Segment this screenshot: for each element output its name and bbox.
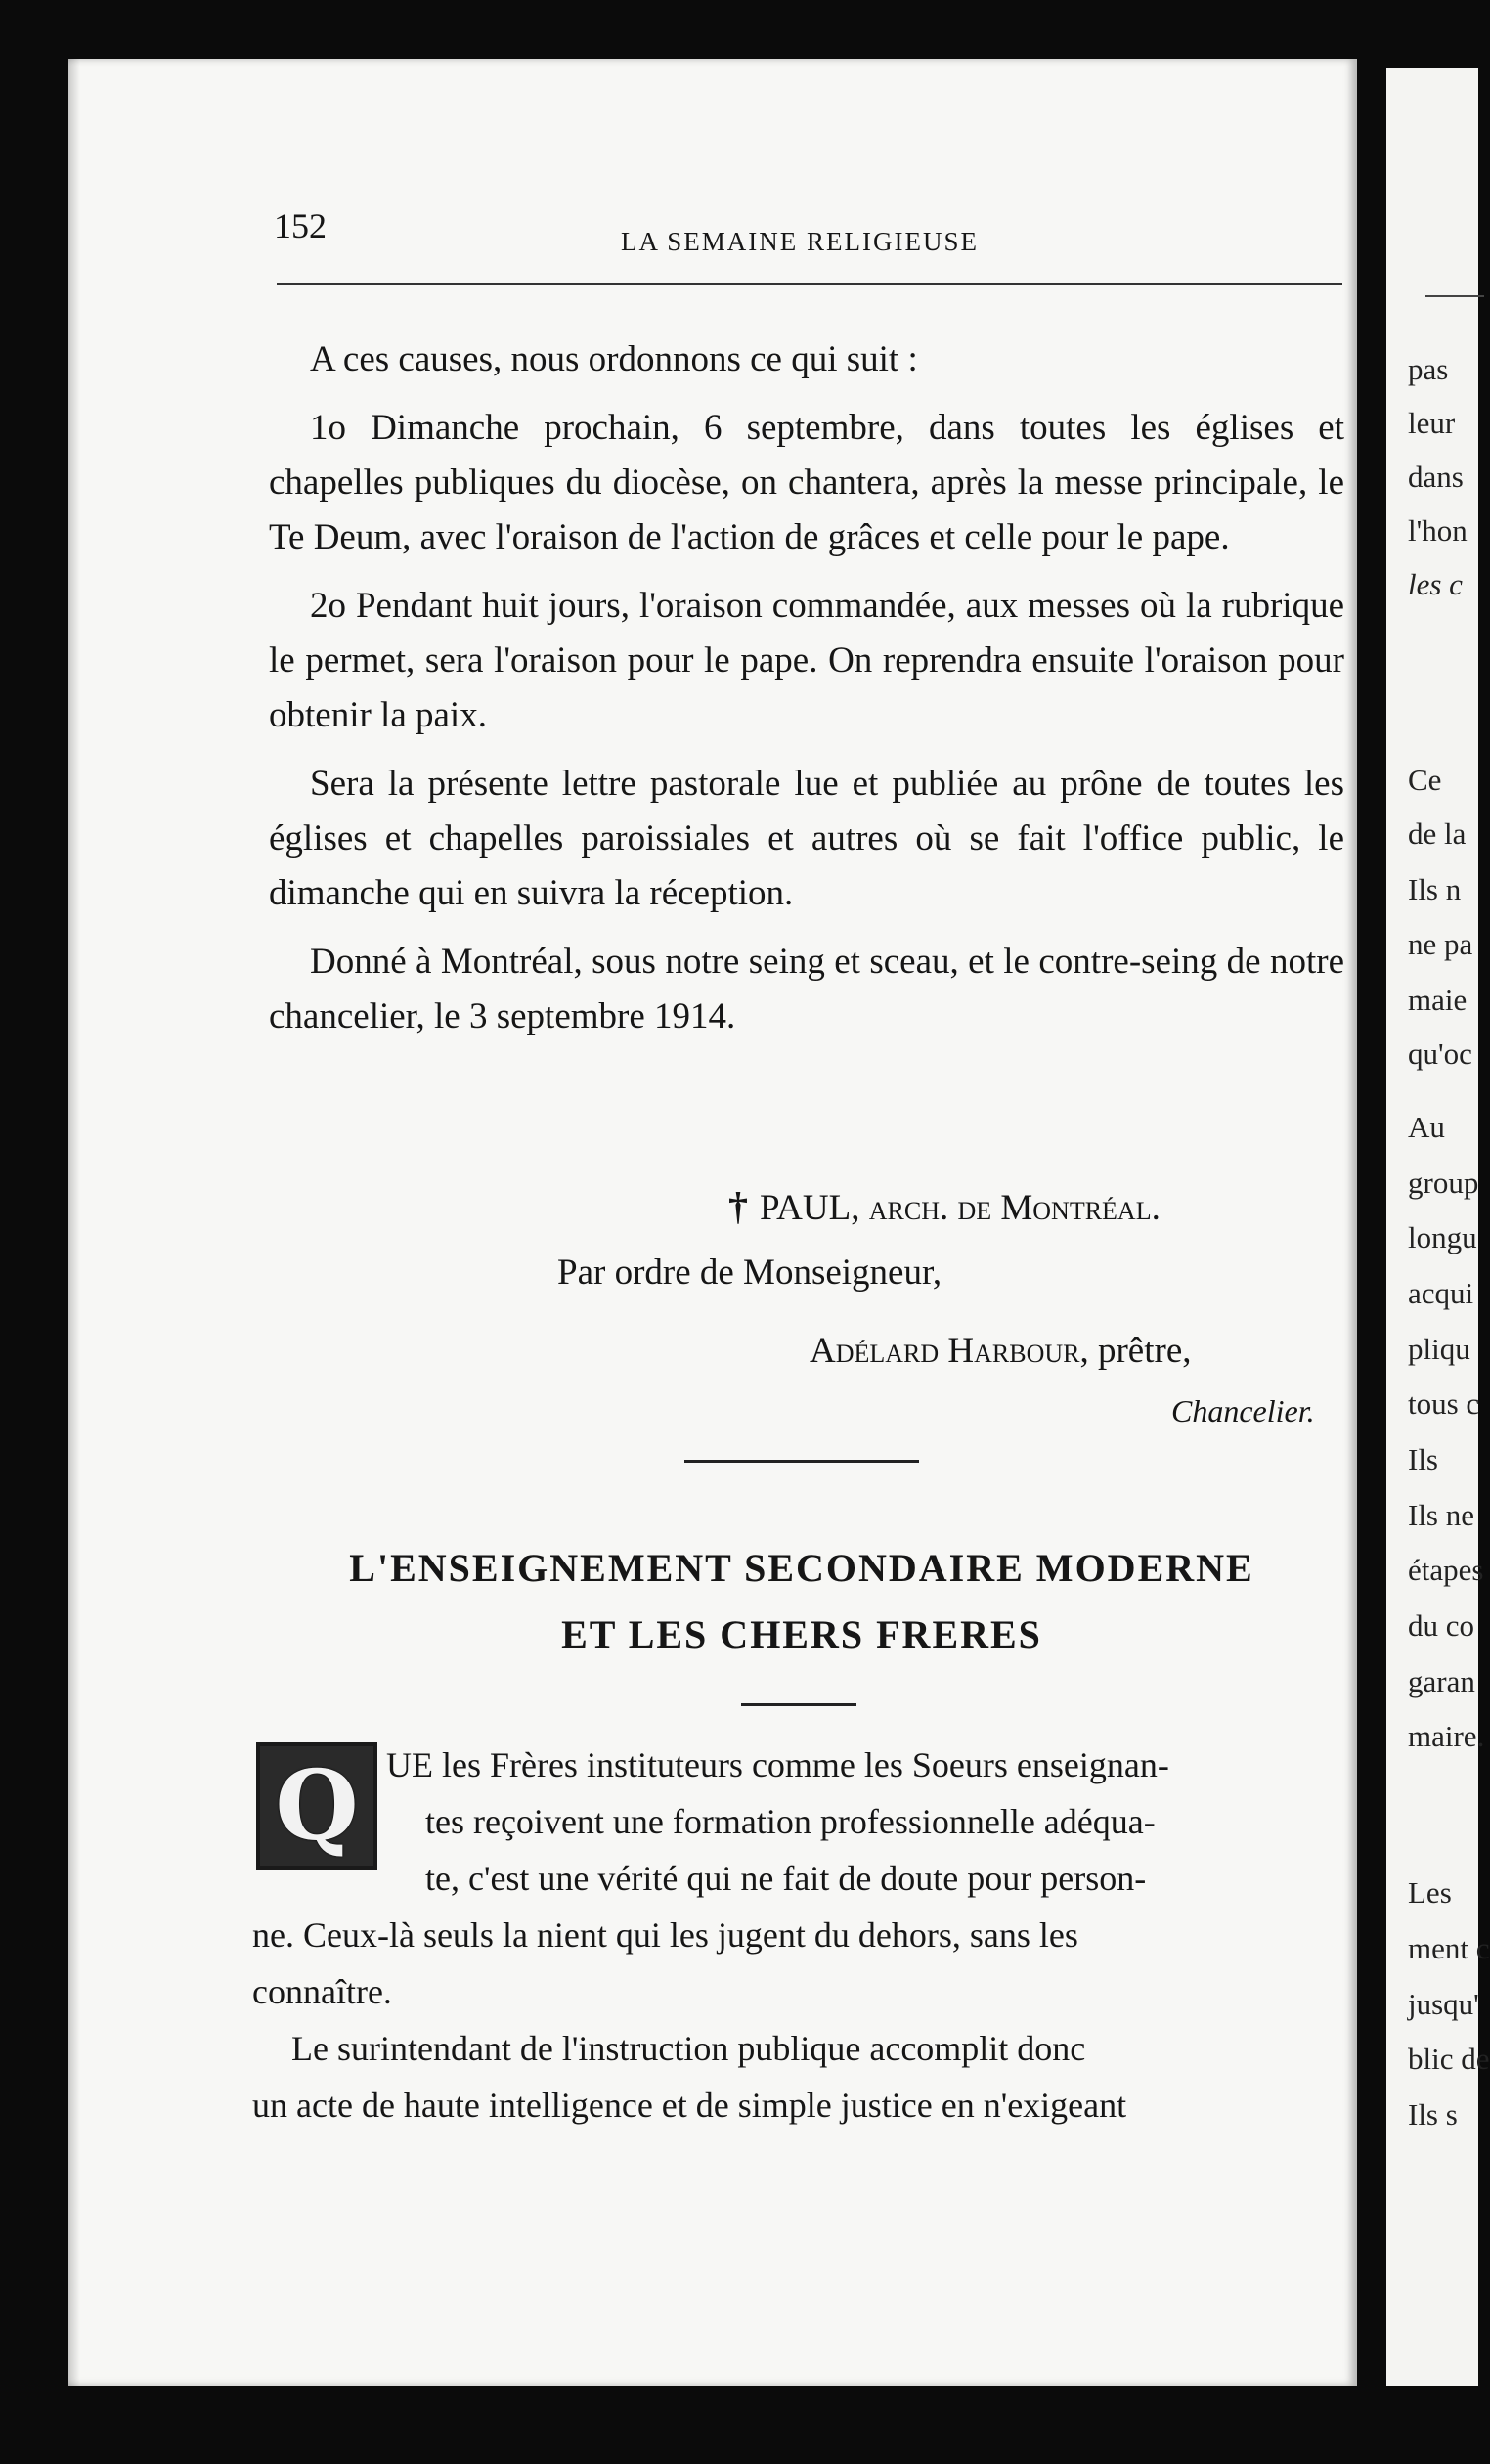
chancellor-title: Chancelier. <box>1171 1393 1315 1429</box>
article-line: ne. Ceux-là seuls la nient qui les jugent du dehors, sans les <box>252 1915 1078 1955</box>
article-line: te, c'est une vérité qui ne fait de doute pour person- <box>425 1859 1147 1898</box>
facing-fragment: leur <box>1408 406 1456 440</box>
paragraph: A ces causes, nous ordonnons ce qui suit : <box>310 339 918 379</box>
facing-fragment: pliqu <box>1408 1332 1470 1366</box>
facing-fragment: maie <box>1408 983 1468 1017</box>
journal-title: LA SEMAINE RELIGIEUSE <box>621 227 979 256</box>
signatory-title: arch. de Montréal. <box>868 1188 1161 1228</box>
facing-fragment: Ce <box>1408 763 1442 797</box>
facing-fragment: du co <box>1408 1608 1475 1643</box>
chancellor-signature <box>810 1330 1192 1372</box>
facing-fragment: dans <box>1408 460 1464 494</box>
order-line: Par ordre de Monseigneur, <box>557 1253 942 1293</box>
facing-fragment: Ils ne <box>1408 1498 1475 1532</box>
facing-fragment: acqui <box>1408 1276 1474 1310</box>
article-line: Le surintendant de l'instruction publique accomplit donc <box>291 2029 1086 2068</box>
paragraph: Sera la présente lettre pastorale lue et publiée au prône de toutes les églises et chapelles paroissiales et autres où se fait l'office public, le dimanche qui en suivra la réception. <box>269 764 1344 913</box>
facing-fragment: Ils s <box>1408 2097 1458 2132</box>
page-gutter-shadow <box>68 59 80 2386</box>
facing-fragment: Ils <box>1408 1442 1438 1476</box>
facing-fragment: les c <box>1408 567 1463 601</box>
header-rule <box>277 283 1342 285</box>
facing-fragment: blic de <box>1408 2042 1490 2076</box>
facing-fragment: garan <box>1408 1664 1475 1698</box>
article-line: tes reçoivent une formation professionnelle adéqua- <box>425 1802 1156 1841</box>
paragraph: 2o Pendant huit jours, l'oraison commandée, aux messes où la rubrique le permet, sera l'oraison pour le pape. On reprendra ensuite l'oraison pour obtenir la paix. <box>269 586 1344 735</box>
facing-fragment: ment c <box>1408 1931 1490 1965</box>
paragraph: Donné à Montréal, sous notre seing et sceau, et le contre-seing de notre chancelier, le 3 septembre 1914. <box>269 942 1344 1036</box>
signatory-name: PAUL, <box>760 1188 860 1228</box>
section-divider <box>684 1460 919 1463</box>
pastoral-letter-body <box>269 332 1344 1058</box>
facing-fragment: Les <box>1408 1875 1452 1910</box>
facing-fragment: Ils n <box>1408 872 1462 906</box>
archbishop-signature <box>728 1183 1161 1229</box>
article-title-line-1: L'ENSEIGNEMENT SECONDAIRE MODERNE <box>349 1546 1254 1590</box>
cross-icon: † <box>728 1184 748 1228</box>
article-line: UE les Frères instituteurs comme les Soeurs enseignan- <box>386 1745 1169 1784</box>
facing-fragment: maire. <box>1408 1719 1485 1753</box>
facing-fragment: étapes <box>1408 1553 1484 1587</box>
article-line: un acte de haute intelligence et de simple justice en n'exigeant <box>252 2086 1127 2125</box>
facing-page-rule <box>1425 295 1484 297</box>
facing-fragment: group <box>1408 1166 1479 1200</box>
ornamental-dropcap <box>256 1742 377 1870</box>
facing-page-edge <box>1386 68 1490 2386</box>
chancellor-name: Adélard Harbour, <box>810 1331 1089 1371</box>
facing-fragment: l'hon <box>1408 513 1468 548</box>
chancellor-role-suffix: prêtre, <box>1097 1331 1192 1371</box>
article-title-line-2: ET LES CHERS FRERES <box>561 1612 1042 1656</box>
facing-fragment: ne pa <box>1408 927 1473 961</box>
article-line: connaître. <box>252 1972 392 2011</box>
title-divider <box>741 1703 856 1706</box>
facing-fragment: jusqu' <box>1408 1987 1479 2021</box>
paragraph: 1o Dimanche prochain, 6 septembre, dans toutes les églises et chapelles publiques du diocèse, on chantera, après la messe principale, le Te Deum, avec l'oraison de l'action de grâces et celle pour le pape. <box>269 408 1344 557</box>
running-head <box>274 205 1349 254</box>
facing-fragment: pas <box>1408 352 1449 386</box>
page-number: 152 <box>274 206 327 245</box>
facing-fragment: longu <box>1408 1220 1477 1254</box>
facing-fragment: qu'oc <box>1408 1036 1472 1071</box>
dropcap-letter: Q <box>275 1749 359 1863</box>
facing-fragment: Au <box>1408 1110 1445 1144</box>
facing-fragment: de la <box>1408 816 1467 851</box>
facing-fragment: tous c <box>1408 1386 1480 1421</box>
